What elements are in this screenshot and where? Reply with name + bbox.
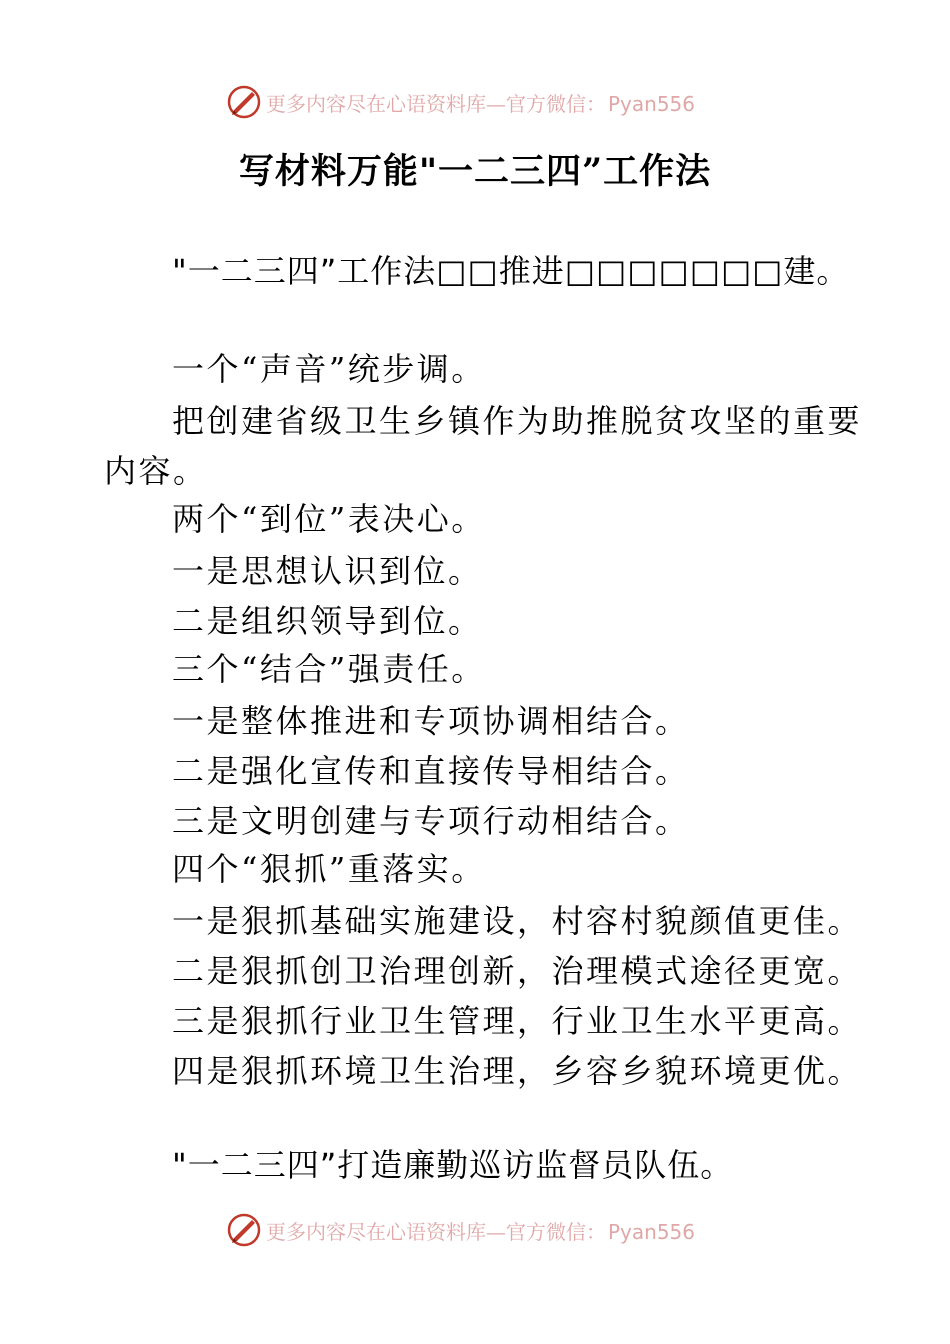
paragraph: 一是思想认识到位。 bbox=[172, 552, 483, 590]
section-heading-1: "一二三四”工作法□□推进□□□□□□□建。 bbox=[172, 252, 850, 290]
paragraph: 一是整体推进和专项协调相结合。 bbox=[172, 702, 690, 740]
watermark-text: 更多内容尽在心语资料库—官方微信： Pyan556 bbox=[266, 1219, 696, 1244]
paragraph: 二是狠抓创卫治理创新，治理模式途径更宽。 bbox=[172, 952, 863, 990]
pen-logo-icon bbox=[226, 84, 262, 120]
pen-logo-icon bbox=[226, 1212, 262, 1248]
paragraph: 一个“声音”统步调。 bbox=[172, 350, 486, 388]
watermark-text: 更多内容尽在心语资料库—官方微信： Pyan556 bbox=[266, 91, 696, 116]
section-heading-2: "一二三四”打造廉勤巡访监督员队伍。 bbox=[172, 1146, 734, 1184]
paragraph: 二是组织领导到位。 bbox=[172, 602, 483, 640]
paragraph: 一是狠抓基础实施建设，村容村貌颜值更佳。 bbox=[172, 902, 863, 940]
paragraph: 三个“结合”强责任。 bbox=[172, 650, 486, 688]
paragraph: 两个“到位”表决心。 bbox=[172, 500, 486, 538]
paragraph: 把创建省级卫生乡镇作为助推脱贫攻坚的重要内容。 bbox=[104, 402, 863, 490]
paragraph: 四个“狠抓”重落实。 bbox=[172, 850, 486, 888]
paragraph: 三是狠抓行业卫生管理，行业卫生水平更高。 bbox=[172, 1002, 863, 1040]
watermark-header bbox=[226, 84, 746, 120]
paragraph: 二是强化宣传和直接传导相结合。 bbox=[172, 752, 690, 790]
watermark-footer bbox=[226, 1212, 746, 1248]
document-title: 写材料万能"一二三四”工作法 bbox=[238, 151, 712, 192]
paragraph: 四是狠抓环境卫生治理，乡容乡貌环境更优。 bbox=[172, 1052, 863, 1090]
paragraph: 三是文明创建与专项行动相结合。 bbox=[172, 802, 690, 840]
